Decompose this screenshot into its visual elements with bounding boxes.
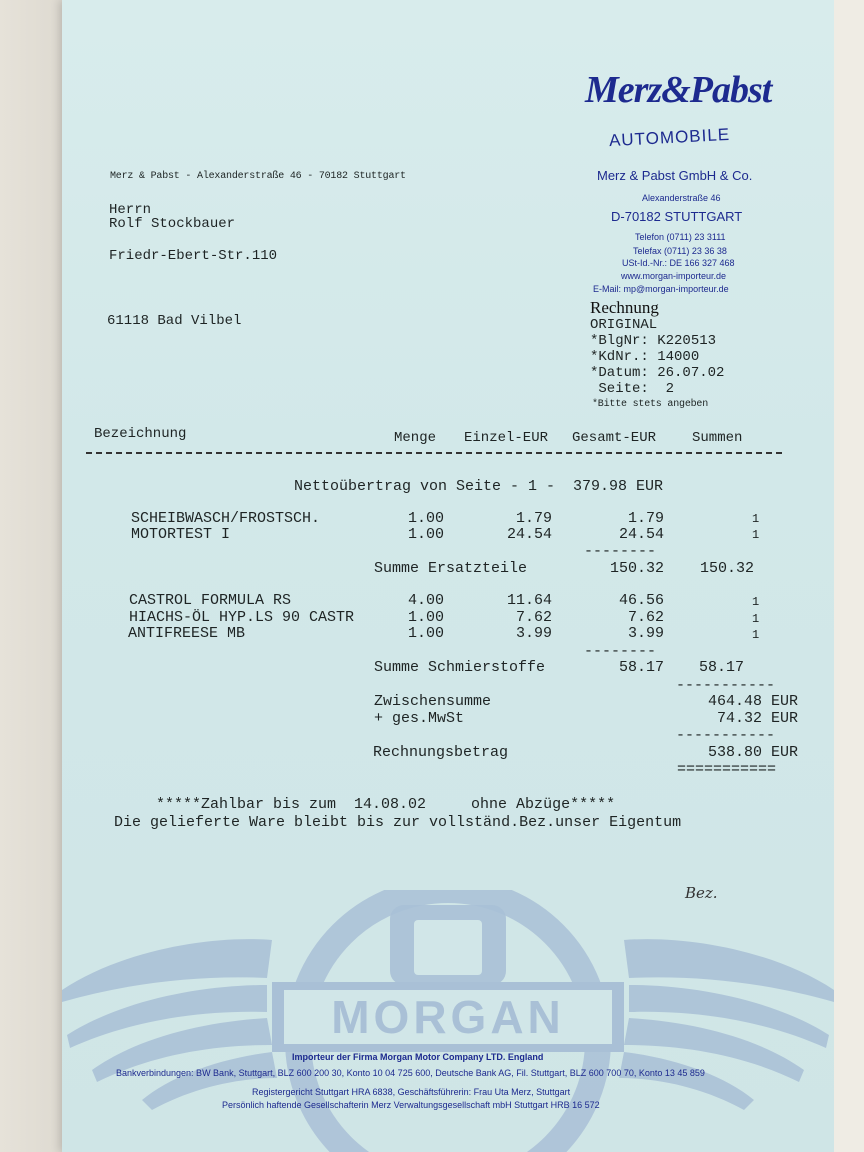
header-einzel: Einzel-EUR <box>464 430 549 446</box>
subtotal-label: Zwischensumme <box>374 693 492 710</box>
morgan-wings-watermark <box>62 890 834 1152</box>
item-name: SCHEIBWASCH/FROSTSCH. <box>131 510 321 527</box>
sum-label-ersatzteile: Summe Ersatzteile <box>374 560 528 577</box>
item-unit-price: 24.54 <box>506 526 552 543</box>
payment-terms: *****Zahlbar bis zum 14.08.02 ohne Abzüge***** <box>156 796 616 813</box>
sum-summen-schmierstoffe: 58.17 <box>698 659 744 676</box>
recipient-city: 61118 Bad Vilbel <box>107 313 242 329</box>
header-gesamt: Gesamt-EUR <box>572 430 657 446</box>
item-unit-price: 11.64 <box>506 592 552 609</box>
item-code: 1 <box>752 595 760 609</box>
total-double-underline: =========== <box>677 761 777 778</box>
item-code: 1 <box>752 612 760 626</box>
ownership-clause: Die gelieferte Ware bleibt bis zur vollständ.Bez.unser Eigentum <box>114 814 682 831</box>
company-ust: USt-Id.-Nr.: DE 166 327 468 <box>622 258 735 268</box>
totals-dashes: ----------- <box>676 727 776 744</box>
item-code: 1 <box>752 528 760 542</box>
sum-total-ersatzteile: 150.32 <box>609 560 664 577</box>
footer-register: Registergericht Stuttgart HRA 6838, Geschäftsführerin: Frau Uta Merz, Stuttgart <box>252 1087 571 1097</box>
item-code: 1 <box>752 512 760 526</box>
item-qty: 4.00 <box>407 592 444 609</box>
company-email: E-Mail: mp@morgan-importeur.de <box>593 284 729 294</box>
item-name: MOTORTEST I <box>131 526 231 543</box>
item-unit-price: 7.62 <box>515 609 552 626</box>
recipient-street: Friedr-Ebert-Str.110 <box>109 248 278 264</box>
item-qty: 1.00 <box>407 609 444 626</box>
company-street: Alexanderstraße 46 <box>642 193 721 203</box>
header-summen: Summen <box>692 430 743 446</box>
invoice-page: Seite: 2 <box>590 381 675 397</box>
item-name: HIACHS-ÖL HYP.LS 90 CASTR <box>129 609 355 626</box>
invoice-title: Rechnung <box>590 298 659 317</box>
item-qty: 1.00 <box>407 526 444 543</box>
watermark-morgan-text: MORGAN <box>331 991 565 1043</box>
invoice-total-value: 538.80 EUR <box>707 744 798 761</box>
company-name: Merz & Pabst GmbH & Co. <box>597 168 753 183</box>
totals-dashes: ----------- <box>676 677 776 694</box>
invoice-blg-number: *BlgNr: K220513 <box>590 333 717 349</box>
invoice-date: *Datum: 26.07.02 <box>590 365 725 381</box>
footer-partner: Persönlich haftende Gesellschafterin Merz Verwaltungsgesellschaft mbH Stuttgart HRB 16 572 <box>222 1100 600 1110</box>
header-menge: Menge <box>394 430 437 446</box>
sum-summen-ersatzteile: 150.32 <box>699 560 754 577</box>
carry-over-line: Nettoübertrag von Seite - 1 - 379.98 EUR <box>294 478 664 495</box>
company-logo: Merz&Pabst <box>585 69 772 111</box>
vat-label: + ges.MwSt <box>374 710 465 727</box>
recipient-salutation: Herrn <box>109 202 152 218</box>
sum-total-schmierstoffe: 58.17 <box>618 659 664 676</box>
invoice-original: ORIGINAL <box>590 317 658 333</box>
footer-bank: Bankverbindungen: BW Bank, Stuttgart, BLZ 600 200 30, Konto 10 04 725 600, Deutsche Bank AG, Fil. Stuttgart, BLZ 600 700 70, Konto 13 45 859 <box>116 1068 705 1078</box>
item-qty: 1.00 <box>407 510 444 527</box>
item-total: 1.79 <box>627 510 664 527</box>
footer-importer: Importeur der Firma Morgan Motor Company LTD. England <box>292 1052 544 1062</box>
company-fax: Telefax (0711) 23 36 38 <box>633 246 727 256</box>
header-bezeichnung: Bezeichnung <box>94 426 187 442</box>
item-total: 46.56 <box>618 592 664 609</box>
handwritten-note: Bez. <box>685 884 718 902</box>
item-code: 1 <box>752 628 760 642</box>
item-qty: 1.00 <box>407 625 444 642</box>
item-unit-price: 3.99 <box>515 625 552 642</box>
vat-value: 74.32 EUR <box>716 710 798 727</box>
company-city: D-70182 STUTTGART <box>611 209 743 224</box>
invoice-total-label: Rechnungsbetrag <box>373 744 509 761</box>
recipient-name: Rolf Stockbauer <box>109 216 236 232</box>
item-total: 3.99 <box>627 625 664 642</box>
subtotal-dashes: -------- <box>584 543 657 560</box>
sum-label-schmierstoffe: Summe Schmierstoffe <box>374 659 546 676</box>
item-name: CASTROL FORMULA RS <box>129 592 292 609</box>
company-phone: Telefon (0711) 23 3111 <box>635 232 726 242</box>
subtotal-value: 464.48 EUR <box>707 693 798 710</box>
invoice-note: *Bitte stets angeben <box>592 399 709 410</box>
header-separator <box>86 452 782 454</box>
invoice-customer-number: *KdNr.: 14000 <box>590 349 700 365</box>
subtotal-dashes: -------- <box>584 643 657 660</box>
right-page-edge <box>834 0 864 1152</box>
company-web: www.morgan-importeur.de <box>621 271 727 281</box>
item-total: 7.62 <box>627 609 664 626</box>
item-unit-price: 1.79 <box>515 510 552 527</box>
company-logo-subtitle: AUTOMOBILE <box>608 124 731 151</box>
item-total: 24.54 <box>618 526 664 543</box>
invoice-paper <box>62 0 834 1152</box>
sender-line: Merz & Pabst - Alexanderstraße 46 - 70182 Stuttgart <box>110 171 406 182</box>
item-name: ANTIFREESE MB <box>128 625 246 642</box>
